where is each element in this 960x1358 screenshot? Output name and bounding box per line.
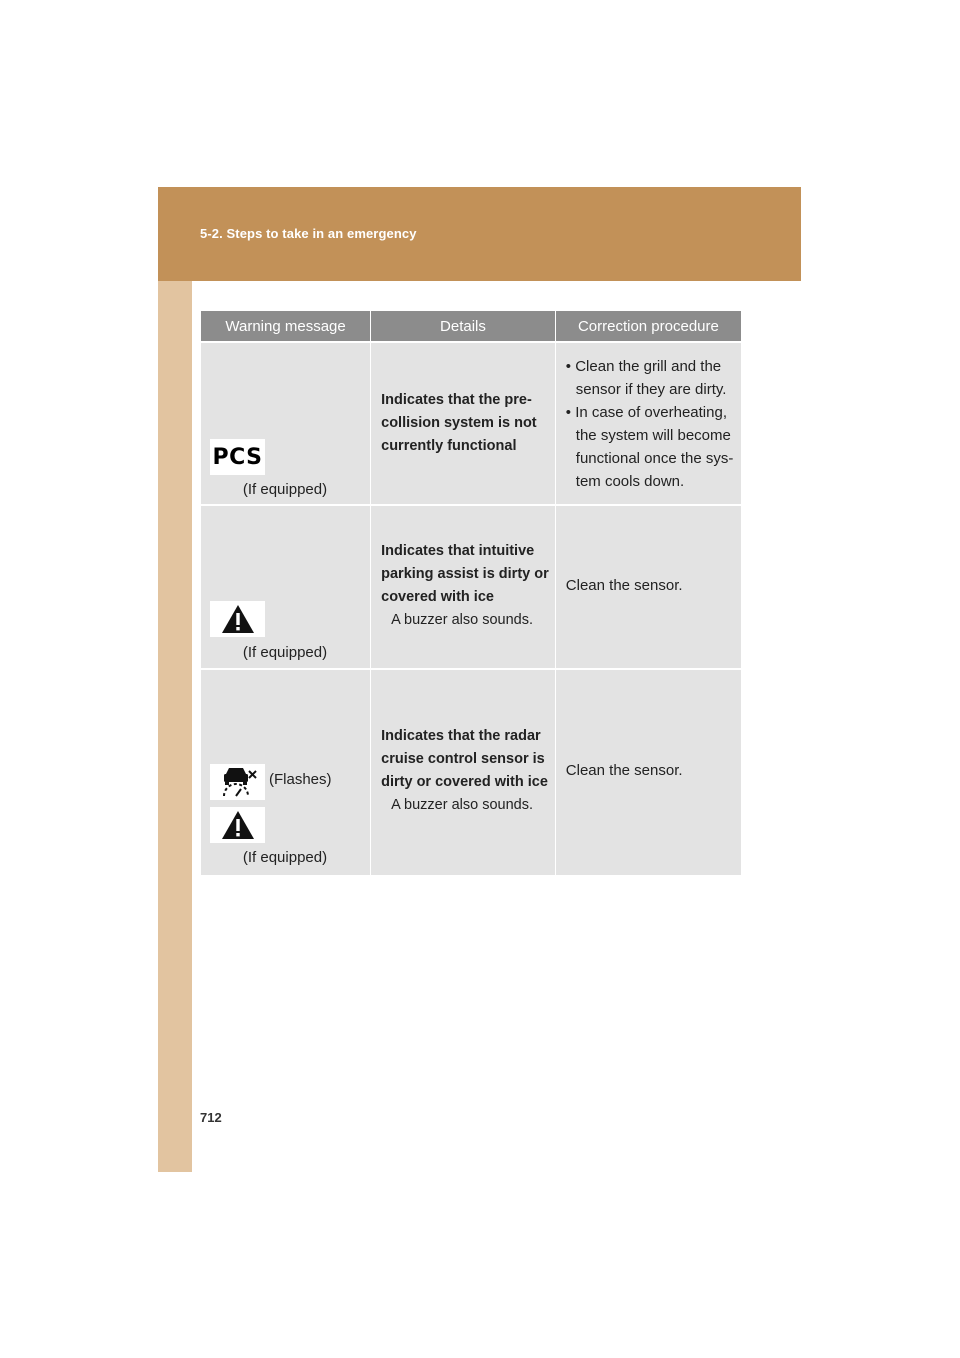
if-equipped-note: (If equipped) xyxy=(242,481,328,498)
table-row xyxy=(201,669,741,875)
column-header-warning-message: Warning message xyxy=(201,311,371,342)
correction-procedure-cell xyxy=(555,505,741,669)
section-title: 5-2. Steps to take in an emergency xyxy=(200,226,417,241)
details-line: covered with ice xyxy=(381,589,494,605)
table-header-row xyxy=(201,311,741,342)
procedure-bullet: • In case of overheating, the system will become functional once the sys-tem cools down. xyxy=(565,404,734,490)
details-line: dirty or covered with ice xyxy=(381,774,548,790)
details-line: currently functional xyxy=(381,438,517,454)
page-number: 712 xyxy=(200,1110,222,1125)
warning-message-table xyxy=(201,311,741,875)
flashes-note: (Flashes) xyxy=(269,771,332,788)
correction-procedure-cell xyxy=(555,342,741,505)
details-cell xyxy=(371,505,556,669)
warning-triangle-icon xyxy=(210,601,265,637)
procedure-text: Clean the sensor. xyxy=(565,577,683,594)
table-row xyxy=(201,505,741,669)
column-header-correction-procedure: Correction procedure xyxy=(555,311,741,342)
warning-triangle-icon xyxy=(221,604,255,634)
warning-message-cell xyxy=(201,342,371,505)
details-line: parking assist is dirty or xyxy=(381,566,549,582)
radar-cruise-sensor-icon xyxy=(210,764,265,800)
if-equipped-note: (If equipped) xyxy=(242,644,328,661)
warning-message-cell xyxy=(201,669,371,875)
details-sub-note: A buzzer also sounds. xyxy=(391,797,533,813)
table-row xyxy=(201,342,741,505)
details-line: collision system is not xyxy=(381,415,537,431)
pcs-indicator-icon: PCS xyxy=(210,439,265,475)
radar-cruise-sensor-icon xyxy=(218,765,258,799)
details-sub-note: A buzzer also sounds. xyxy=(391,612,533,628)
details-cell xyxy=(371,669,556,875)
if-equipped-note: (If equipped) xyxy=(242,849,328,866)
page-sidebar xyxy=(158,187,192,1172)
details-line: Indicates that the radar xyxy=(381,728,541,744)
correction-procedure-cell xyxy=(555,669,741,875)
procedure-bullet: • Clean the grill and the sensor if they are dirty. xyxy=(565,358,727,398)
details-line: cruise control sensor is xyxy=(381,751,545,767)
procedure-text: Clean the sensor. xyxy=(565,762,683,779)
warning-message-cell xyxy=(201,505,371,669)
details-line: Indicates that intuitive xyxy=(381,543,535,559)
details-line: Indicates that the pre- xyxy=(381,392,532,408)
warning-triangle-icon xyxy=(221,810,255,840)
column-header-details: Details xyxy=(371,311,556,342)
details-cell xyxy=(371,342,556,505)
warning-triangle-icon xyxy=(210,807,265,843)
